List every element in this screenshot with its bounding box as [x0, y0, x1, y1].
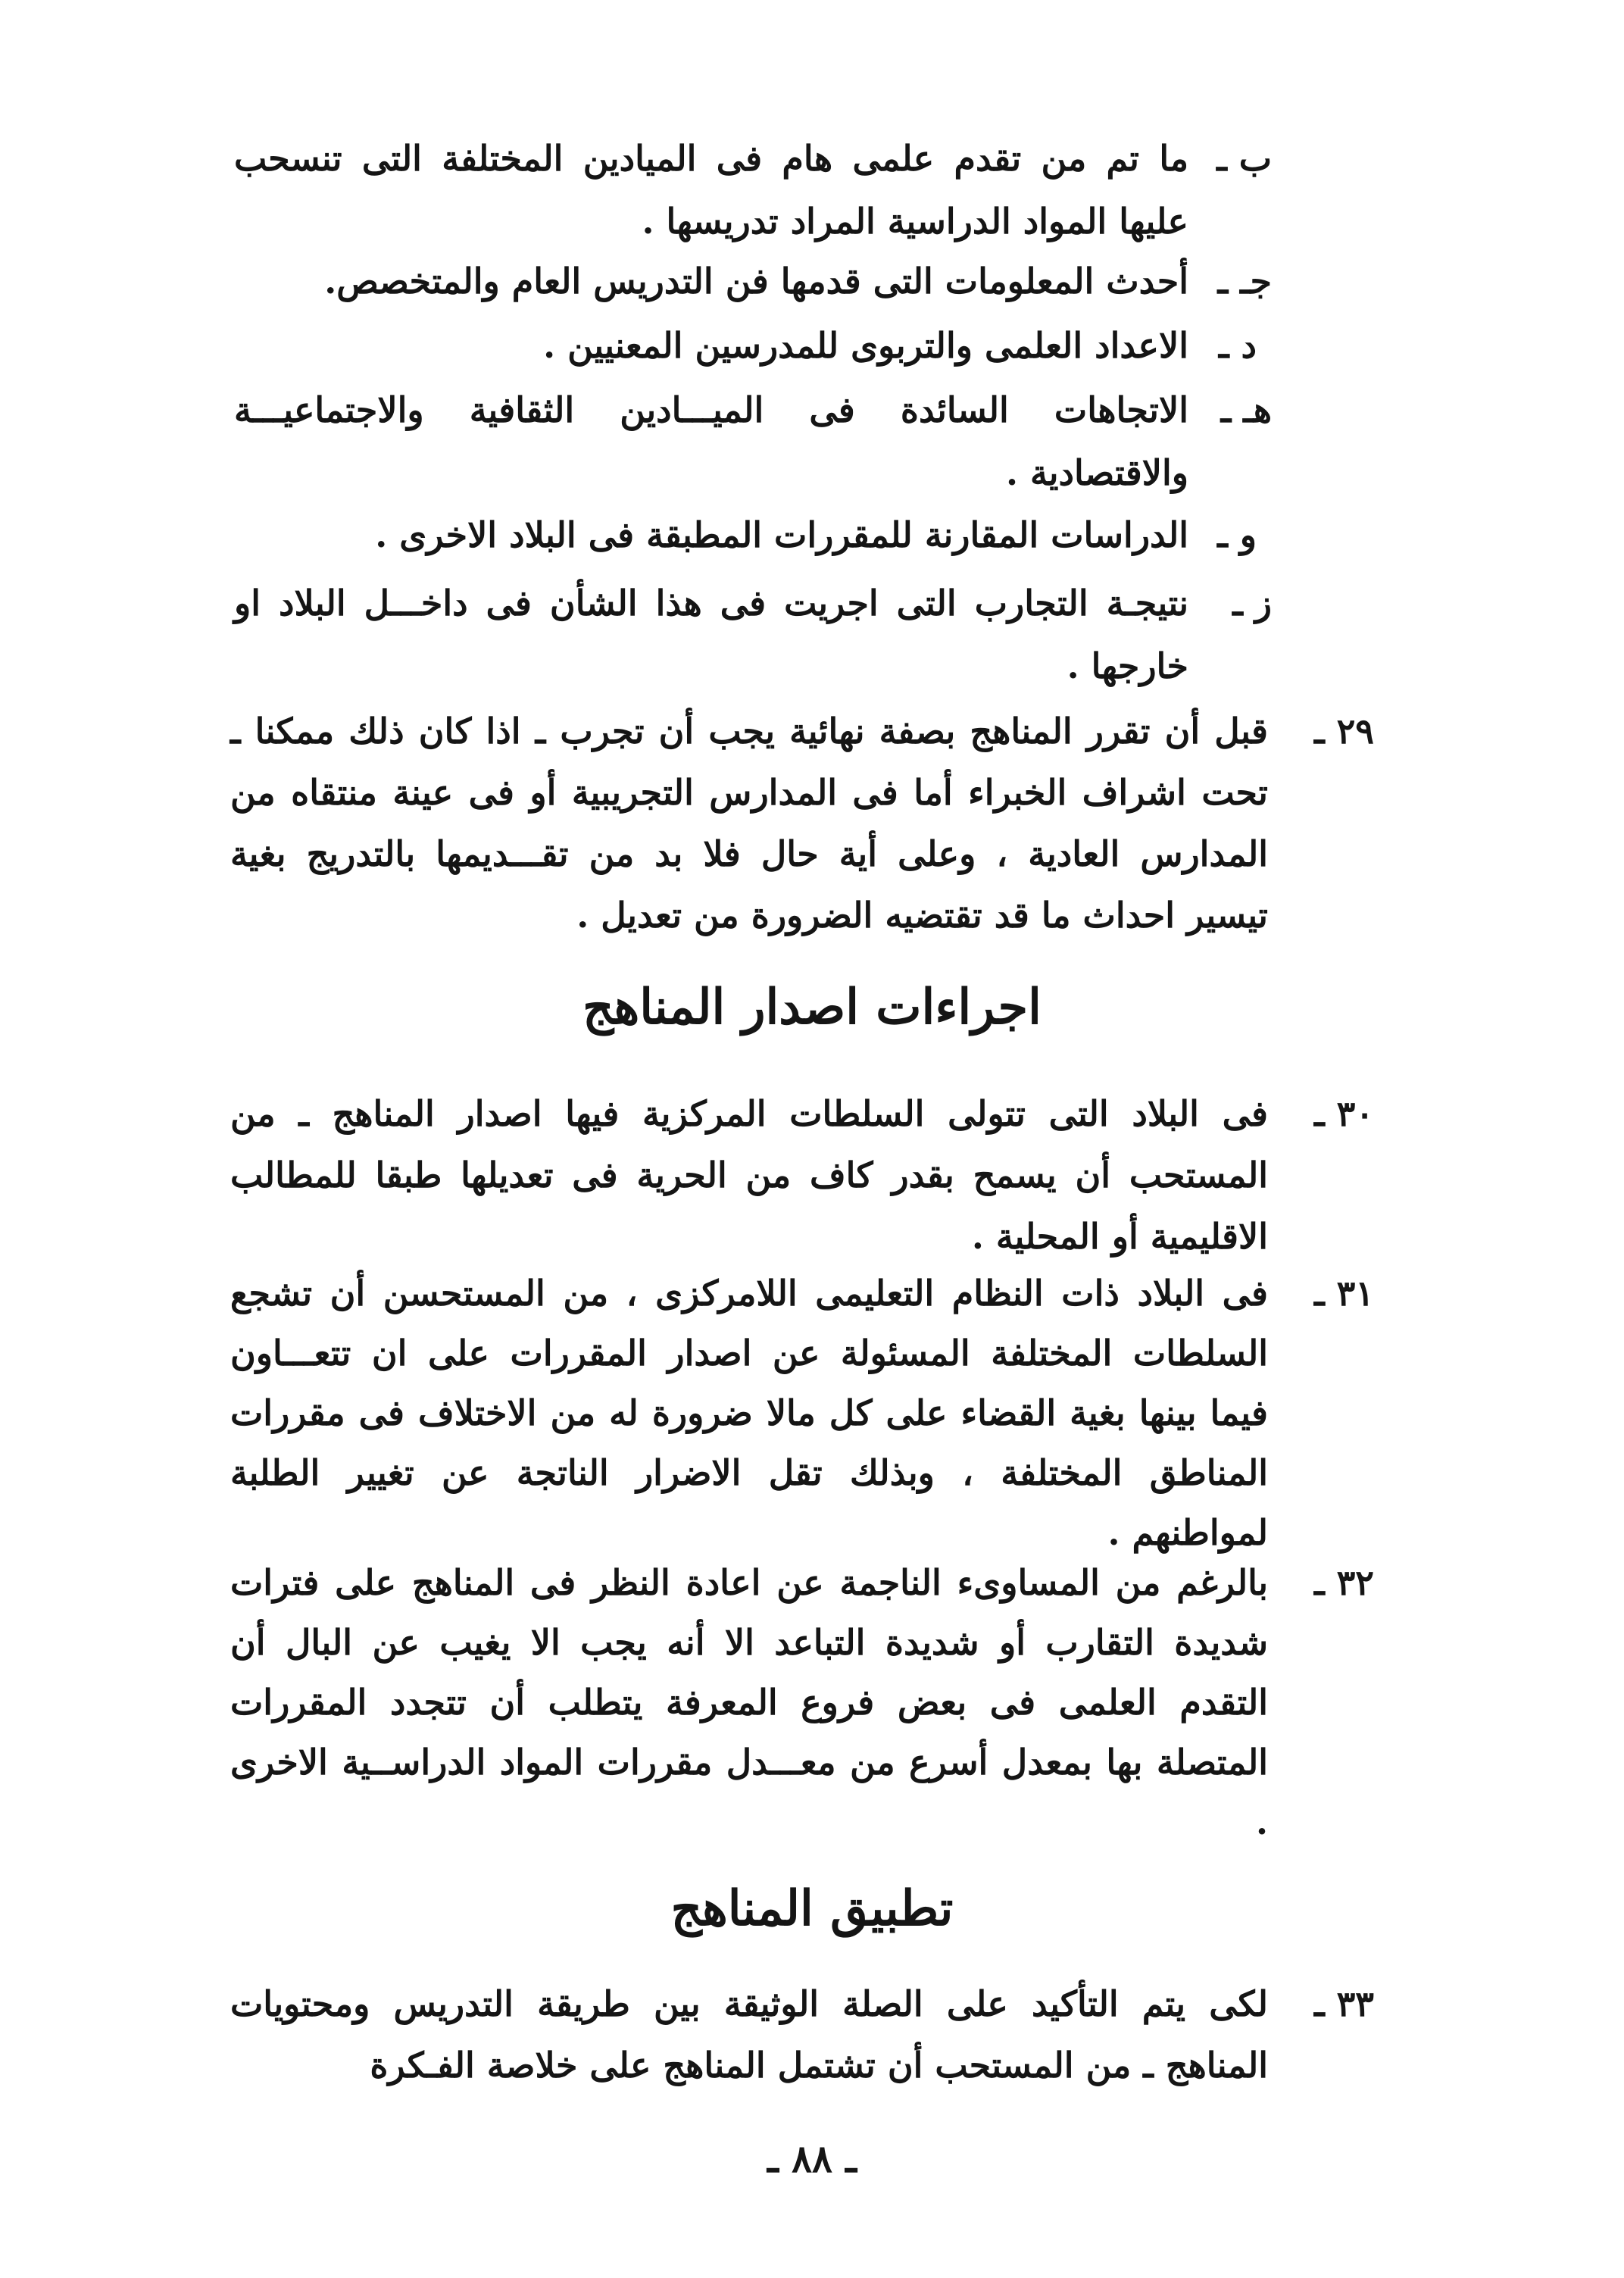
- item-text: فى البلاد التى تتولى السلطات المركزية فيها اصدار المناهج ـ من المستحب أن يسمح بقدر كاف من الحرية فى تعديلها طبقا للمطالب الاقليمية أو المحلية .: [230, 1093, 1268, 1257]
- list-item-h: [234, 379, 1272, 508]
- numbered-item-30: [230, 1083, 1374, 1273]
- numbered-item-29: [230, 701, 1374, 951]
- item-text: قبل أن تقرر المناهج بصفة نهائية يجب أن تجرب ـ اذا كان ذلك ممكنا ـ تحت اشراف الخبراء أما فى المدارس التجريبية أو فى عينة منتقاه من المدارس العادية ، وعلى أية حال فلا بد من تقـــديمها بالتدريج بغية تيسير احداث ما قد تقتضيه الضرورة من تعديل .: [230, 711, 1268, 936]
- list-item-b: [234, 127, 1272, 256]
- list-item-d: [234, 314, 1272, 379]
- list-item-text: الدراسات المقارنة للمقررات المطبقة فى البلاد الاخرى .: [375, 514, 1188, 555]
- list-item-j: [234, 250, 1272, 314]
- list-item-w: [234, 504, 1272, 568]
- item-number: ٣٣ ـ: [1314, 1983, 1374, 2024]
- list-marker: جـ ـ: [1217, 261, 1272, 302]
- section-heading-curriculum-issuance: اجراءات اصدار المناهج: [582, 979, 1042, 1036]
- item-number: ٣١ ـ: [1314, 1273, 1374, 1314]
- list-item-text: الاعداد العلمى والتربوى للمدرسين المعنيين .: [543, 325, 1188, 366]
- list-marker: و ـ: [1217, 514, 1257, 555]
- section-heading-curriculum-application: تطبيق المناهج: [670, 1880, 954, 1937]
- list-marker: هـ ـ: [1220, 389, 1272, 430]
- item-number: ٢٩ ـ: [1314, 711, 1374, 752]
- list-item-text: نتيجـة التجارب التى اجريت فى هذا الشأن فى داخـــل البلاد او خارجها .: [234, 583, 1188, 686]
- numbered-item-32: [230, 1553, 1374, 1856]
- list-item-text: أحدث المعلومات التى قدمها فن التدريس العام والمتخصص.: [324, 261, 1188, 302]
- numbered-item-31: [230, 1264, 1374, 1567]
- list-marker: د ـ: [1219, 325, 1257, 366]
- item-number: ٣٢ ـ: [1314, 1562, 1374, 1603]
- item-text: لكى يتم التأكيد على الصلة الوثيقة بين طريقة التدريس ومحتويات المناهج ـ من المستحب أن تشتمل المناهج على خلاصة الفـكرة: [230, 1983, 1268, 2086]
- page-number: ـ ٨٨ ـ: [767, 2136, 857, 2181]
- list-item-text: الاتجاهات السائدة فى الميـــادين الثقافية والاجتماعيـــة والاقتصادية .: [234, 389, 1188, 493]
- list-marker: ب ـ: [1216, 138, 1272, 179]
- list-marker: ز ـ: [1232, 583, 1272, 623]
- item-text: فى البلاد ذات النظام التعليمى اللامركزى ، من المستحسن أن تشجع السلطات المختلفة المسئولة عن اصدار المقررات على ان تتعـــاون فيما بينها بغية القضاء على كل مالا ضرورة له من الاختلاف فى مقررات المناطق المختلفة ، وبذلك تقل الاضرار الناتجة عن تغيير الطلبة لمواطنهم .: [230, 1273, 1268, 1553]
- item-text: بالرغم من المساوىء الناجمة عن اعادة النظر فى المناهج على فترات شديدة التقارب أو شديدة التباعد الا أنه يجب الا يغيب عن البال أن التقدم العلمى فى بعض فروع المعرفة يتطلب أن تتجدد المقررات المتصلة بها بمعدل أسرع من معـــدل مقررات المواد الدراســية الاخرى .: [230, 1562, 1268, 1842]
- numbered-item-33: [230, 1973, 1374, 2102]
- list-item-z: [234, 572, 1272, 701]
- item-number: ٣٠ ـ: [1314, 1093, 1374, 1134]
- list-item-text: ما تم من تقدم علمى هام فى الميادين المختلفة التى تنسحب عليها المواد الدراسية المراد تدريسها .: [234, 138, 1188, 242]
